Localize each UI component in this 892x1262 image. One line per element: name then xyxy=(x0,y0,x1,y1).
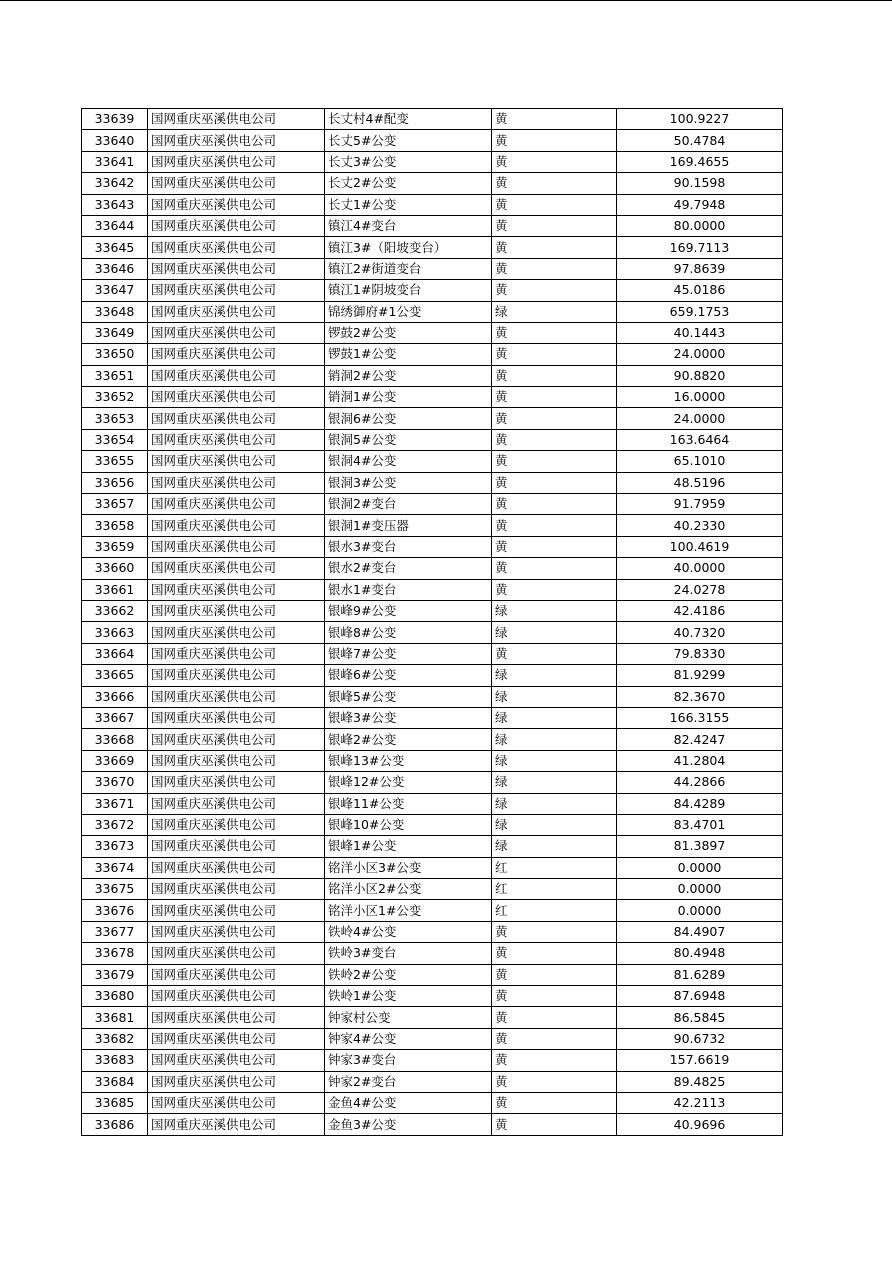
transformer-name-cell: 长丈1#公变 xyxy=(325,194,492,215)
transformer-name-cell: 锣鼓2#公变 xyxy=(325,322,492,343)
status-cell: 黄 xyxy=(492,1114,617,1135)
value-cell: 86.5845 xyxy=(617,1007,783,1028)
row-id-cell: 33667 xyxy=(82,707,148,728)
row-id-cell: 33671 xyxy=(82,793,148,814)
row-id-cell: 33661 xyxy=(82,579,148,600)
table-row xyxy=(82,280,783,301)
value-cell: 42.2113 xyxy=(617,1092,783,1113)
status-cell: 红 xyxy=(492,879,617,900)
row-id-cell: 33647 xyxy=(82,280,148,301)
table-row xyxy=(82,1007,783,1028)
transformer-name-cell: 银峰5#公变 xyxy=(325,686,492,707)
row-id-cell: 33652 xyxy=(82,387,148,408)
table-row xyxy=(82,600,783,621)
row-id-cell: 33640 xyxy=(82,130,148,151)
status-cell: 黄 xyxy=(492,280,617,301)
row-id-cell: 33685 xyxy=(82,1092,148,1113)
table-row xyxy=(82,943,783,964)
transformer-name-cell: 银峰8#公变 xyxy=(325,622,492,643)
transformer-name-cell: 钟家村公变 xyxy=(325,1007,492,1028)
status-cell: 绿 xyxy=(492,707,617,728)
company-cell: 国网重庆巫溪供电公司 xyxy=(148,536,325,557)
company-cell: 国网重庆巫溪供电公司 xyxy=(148,365,325,386)
row-id-cell: 33662 xyxy=(82,600,148,621)
row-id-cell: 33675 xyxy=(82,879,148,900)
table-row xyxy=(82,515,783,536)
table-row xyxy=(82,1114,783,1135)
value-cell: 166.3155 xyxy=(617,707,783,728)
transformer-name-cell: 镇江1#阴坡变台 xyxy=(325,280,492,301)
status-cell: 黄 xyxy=(492,1092,617,1113)
value-cell: 89.4825 xyxy=(617,1071,783,1092)
status-cell: 黄 xyxy=(492,429,617,450)
status-cell: 绿 xyxy=(492,301,617,322)
value-cell: 24.0000 xyxy=(617,344,783,365)
row-id-cell: 33663 xyxy=(82,622,148,643)
value-cell: 0.0000 xyxy=(617,879,783,900)
value-cell: 40.9696 xyxy=(617,1114,783,1135)
table-row xyxy=(82,109,783,130)
table-row xyxy=(82,814,783,835)
table-row xyxy=(82,130,783,151)
transformer-name-cell: 销洞1#公变 xyxy=(325,387,492,408)
value-cell: 16.0000 xyxy=(617,387,783,408)
status-cell: 黄 xyxy=(492,258,617,279)
table-row xyxy=(82,536,783,557)
company-cell: 国网重庆巫溪供电公司 xyxy=(148,921,325,942)
transformer-name-cell: 镇江2#街道变台 xyxy=(325,258,492,279)
value-cell: 41.2804 xyxy=(617,750,783,771)
status-cell: 黄 xyxy=(492,579,617,600)
status-cell: 绿 xyxy=(492,729,617,750)
table-row xyxy=(82,194,783,215)
row-id-cell: 33670 xyxy=(82,772,148,793)
table-row xyxy=(82,258,783,279)
status-cell: 黄 xyxy=(492,215,617,236)
row-id-cell: 33655 xyxy=(82,451,148,472)
transformer-name-cell: 银水2#变台 xyxy=(325,558,492,579)
table-row xyxy=(82,707,783,728)
transformer-name-cell: 银峰3#公变 xyxy=(325,707,492,728)
status-cell: 黄 xyxy=(492,472,617,493)
table-row xyxy=(82,921,783,942)
status-cell: 黄 xyxy=(492,494,617,515)
row-id-cell: 33681 xyxy=(82,1007,148,1028)
status-cell: 黄 xyxy=(492,151,617,172)
transformer-name-cell: 银峰13#公变 xyxy=(325,750,492,771)
status-cell: 绿 xyxy=(492,814,617,835)
status-cell: 绿 xyxy=(492,836,617,857)
table-row xyxy=(82,643,783,664)
table-row xyxy=(82,857,783,878)
transformer-name-cell: 铭洋小区3#公变 xyxy=(325,857,492,878)
row-id-cell: 33686 xyxy=(82,1114,148,1135)
company-cell: 国网重庆巫溪供电公司 xyxy=(148,600,325,621)
table-row xyxy=(82,622,783,643)
page-top-rule xyxy=(0,0,892,1)
transformer-name-cell: 银峰6#公变 xyxy=(325,665,492,686)
transformer-name-cell: 银水1#变台 xyxy=(325,579,492,600)
value-cell: 44.2866 xyxy=(617,772,783,793)
status-cell: 黄 xyxy=(492,237,617,258)
transformer-name-cell: 铭洋小区2#公变 xyxy=(325,879,492,900)
row-id-cell: 33664 xyxy=(82,643,148,664)
table-row xyxy=(82,879,783,900)
value-cell: 81.9299 xyxy=(617,665,783,686)
status-cell: 黄 xyxy=(492,365,617,386)
company-cell: 国网重庆巫溪供电公司 xyxy=(148,943,325,964)
row-id-cell: 33676 xyxy=(82,900,148,921)
status-cell: 黄 xyxy=(492,344,617,365)
transformer-name-cell: 银峰2#公变 xyxy=(325,729,492,750)
value-cell: 40.1443 xyxy=(617,322,783,343)
data-table xyxy=(81,108,783,1136)
value-cell: 48.5196 xyxy=(617,472,783,493)
status-cell: 绿 xyxy=(492,665,617,686)
status-cell: 绿 xyxy=(492,793,617,814)
status-cell: 黄 xyxy=(492,986,617,1007)
status-cell: 黄 xyxy=(492,1007,617,1028)
transformer-name-cell: 金鱼3#公变 xyxy=(325,1114,492,1135)
status-cell: 黄 xyxy=(492,515,617,536)
transformer-name-cell: 镇江3#（阳坡变台） xyxy=(325,237,492,258)
transformer-name-cell: 银洞3#公变 xyxy=(325,472,492,493)
transformer-name-cell: 银洞6#公变 xyxy=(325,408,492,429)
transformer-name-cell: 银水3#变台 xyxy=(325,536,492,557)
value-cell: 49.7948 xyxy=(617,194,783,215)
value-cell: 65.1010 xyxy=(617,451,783,472)
table-row xyxy=(82,793,783,814)
transformer-name-cell: 铁岭4#公变 xyxy=(325,921,492,942)
status-cell: 黄 xyxy=(492,943,617,964)
company-cell: 国网重庆巫溪供电公司 xyxy=(148,237,325,258)
transformer-name-cell: 金鱼4#公变 xyxy=(325,1092,492,1113)
transformer-name-cell: 长丈村4#配变 xyxy=(325,109,492,130)
company-cell: 国网重庆巫溪供电公司 xyxy=(148,643,325,664)
value-cell: 90.6732 xyxy=(617,1028,783,1049)
status-cell: 绿 xyxy=(492,772,617,793)
company-cell: 国网重庆巫溪供电公司 xyxy=(148,686,325,707)
company-cell: 国网重庆巫溪供电公司 xyxy=(148,194,325,215)
value-cell: 90.1598 xyxy=(617,173,783,194)
table-row xyxy=(82,1050,783,1071)
company-cell: 国网重庆巫溪供电公司 xyxy=(148,986,325,1007)
company-cell: 国网重庆巫溪供电公司 xyxy=(148,793,325,814)
row-id-cell: 33669 xyxy=(82,750,148,771)
row-id-cell: 33642 xyxy=(82,173,148,194)
row-id-cell: 33683 xyxy=(82,1050,148,1071)
row-id-cell: 33665 xyxy=(82,665,148,686)
company-cell: 国网重庆巫溪供电公司 xyxy=(148,494,325,515)
row-id-cell: 33673 xyxy=(82,836,148,857)
company-cell: 国网重庆巫溪供电公司 xyxy=(148,622,325,643)
table-row xyxy=(82,900,783,921)
value-cell: 80.4948 xyxy=(617,943,783,964)
value-cell: 100.4619 xyxy=(617,536,783,557)
table-row xyxy=(82,344,783,365)
row-id-cell: 33668 xyxy=(82,729,148,750)
status-cell: 黄 xyxy=(492,173,617,194)
row-id-cell: 33641 xyxy=(82,151,148,172)
company-cell: 国网重庆巫溪供电公司 xyxy=(148,772,325,793)
transformer-name-cell: 销洞2#公变 xyxy=(325,365,492,386)
company-cell: 国网重庆巫溪供电公司 xyxy=(148,1114,325,1135)
table-row xyxy=(82,1028,783,1049)
table-row xyxy=(82,173,783,194)
row-id-cell: 33656 xyxy=(82,472,148,493)
row-id-cell: 33684 xyxy=(82,1071,148,1092)
value-cell: 40.7320 xyxy=(617,622,783,643)
value-cell: 157.6619 xyxy=(617,1050,783,1071)
transformer-name-cell: 银峰10#公变 xyxy=(325,814,492,835)
company-cell: 国网重庆巫溪供电公司 xyxy=(148,814,325,835)
value-cell: 80.0000 xyxy=(617,215,783,236)
transformer-name-cell: 锦绣御府#1公变 xyxy=(325,301,492,322)
value-cell: 97.8639 xyxy=(617,258,783,279)
row-id-cell: 33679 xyxy=(82,964,148,985)
transformer-name-cell: 钟家3#变台 xyxy=(325,1050,492,1071)
transformer-name-cell: 银洞5#公变 xyxy=(325,429,492,450)
value-cell: 40.2330 xyxy=(617,515,783,536)
company-cell: 国网重庆巫溪供电公司 xyxy=(148,707,325,728)
company-cell: 国网重庆巫溪供电公司 xyxy=(148,215,325,236)
row-id-cell: 33658 xyxy=(82,515,148,536)
status-cell: 黄 xyxy=(492,408,617,429)
row-id-cell: 33677 xyxy=(82,921,148,942)
transformer-name-cell: 银峰9#公变 xyxy=(325,600,492,621)
transformer-name-cell: 银洞1#变压器 xyxy=(325,515,492,536)
row-id-cell: 33678 xyxy=(82,943,148,964)
table-row xyxy=(82,494,783,515)
value-cell: 42.4186 xyxy=(617,600,783,621)
transformer-name-cell: 钟家2#变台 xyxy=(325,1071,492,1092)
status-cell: 黄 xyxy=(492,536,617,557)
value-cell: 45.0186 xyxy=(617,280,783,301)
row-id-cell: 33650 xyxy=(82,344,148,365)
table-row xyxy=(82,1092,783,1113)
company-cell: 国网重庆巫溪供电公司 xyxy=(148,344,325,365)
company-cell: 国网重庆巫溪供电公司 xyxy=(148,558,325,579)
transformer-name-cell: 钟家4#公变 xyxy=(325,1028,492,1049)
value-cell: 81.3897 xyxy=(617,836,783,857)
table-row xyxy=(82,750,783,771)
table-row xyxy=(82,408,783,429)
row-id-cell: 33646 xyxy=(82,258,148,279)
transformer-name-cell: 银洞4#公变 xyxy=(325,451,492,472)
company-cell: 国网重庆巫溪供电公司 xyxy=(148,387,325,408)
value-cell: 659.1753 xyxy=(617,301,783,322)
row-id-cell: 33674 xyxy=(82,857,148,878)
table-row xyxy=(82,301,783,322)
company-cell: 国网重庆巫溪供电公司 xyxy=(148,258,325,279)
value-cell: 100.9227 xyxy=(617,109,783,130)
table-row xyxy=(82,836,783,857)
company-cell: 国网重庆巫溪供电公司 xyxy=(148,429,325,450)
value-cell: 169.4655 xyxy=(617,151,783,172)
company-cell: 国网重庆巫溪供电公司 xyxy=(148,280,325,301)
transformer-name-cell: 镇江4#变台 xyxy=(325,215,492,236)
value-cell: 87.6948 xyxy=(617,986,783,1007)
status-cell: 红 xyxy=(492,857,617,878)
status-cell: 黄 xyxy=(492,558,617,579)
company-cell: 国网重庆巫溪供电公司 xyxy=(148,857,325,878)
table-row xyxy=(82,237,783,258)
row-id-cell: 33643 xyxy=(82,194,148,215)
table-row xyxy=(82,964,783,985)
value-cell: 90.8820 xyxy=(617,365,783,386)
status-cell: 黄 xyxy=(492,1050,617,1071)
value-cell: 24.0000 xyxy=(617,408,783,429)
company-cell: 国网重庆巫溪供电公司 xyxy=(148,579,325,600)
company-cell: 国网重庆巫溪供电公司 xyxy=(148,900,325,921)
row-id-cell: 33666 xyxy=(82,686,148,707)
company-cell: 国网重庆巫溪供电公司 xyxy=(148,750,325,771)
company-cell: 国网重庆巫溪供电公司 xyxy=(148,964,325,985)
transformer-name-cell: 银峰12#公变 xyxy=(325,772,492,793)
company-cell: 国网重庆巫溪供电公司 xyxy=(148,451,325,472)
row-id-cell: 33651 xyxy=(82,365,148,386)
value-cell: 82.3670 xyxy=(617,686,783,707)
company-cell: 国网重庆巫溪供电公司 xyxy=(148,836,325,857)
table-body xyxy=(82,109,783,1136)
status-cell: 黄 xyxy=(492,194,617,215)
row-id-cell: 33649 xyxy=(82,322,148,343)
table-row xyxy=(82,322,783,343)
transformer-name-cell: 铁岭2#公变 xyxy=(325,964,492,985)
company-cell: 国网重庆巫溪供电公司 xyxy=(148,1007,325,1028)
status-cell: 黄 xyxy=(492,451,617,472)
table-row xyxy=(82,579,783,600)
transformer-name-cell: 银峰1#公变 xyxy=(325,836,492,857)
value-cell: 40.0000 xyxy=(617,558,783,579)
table-row xyxy=(82,686,783,707)
company-cell: 国网重庆巫溪供电公司 xyxy=(148,472,325,493)
transformer-name-cell: 长丈2#公变 xyxy=(325,173,492,194)
company-cell: 国网重庆巫溪供电公司 xyxy=(148,173,325,194)
value-cell: 50.4784 xyxy=(617,130,783,151)
table-row xyxy=(82,986,783,1007)
company-cell: 国网重庆巫溪供电公司 xyxy=(148,130,325,151)
company-cell: 国网重庆巫溪供电公司 xyxy=(148,665,325,686)
transformer-name-cell: 银洞2#变台 xyxy=(325,494,492,515)
company-cell: 国网重庆巫溪供电公司 xyxy=(148,1050,325,1071)
table-row xyxy=(82,365,783,386)
row-id-cell: 33648 xyxy=(82,301,148,322)
status-cell: 黄 xyxy=(492,322,617,343)
row-id-cell: 33660 xyxy=(82,558,148,579)
table-row xyxy=(82,215,783,236)
status-cell: 黄 xyxy=(492,921,617,942)
transformer-name-cell: 锣鼓1#公变 xyxy=(325,344,492,365)
status-cell: 绿 xyxy=(492,622,617,643)
row-id-cell: 33644 xyxy=(82,215,148,236)
status-cell: 绿 xyxy=(492,600,617,621)
value-cell: 0.0000 xyxy=(617,857,783,878)
company-cell: 国网重庆巫溪供电公司 xyxy=(148,1071,325,1092)
row-id-cell: 33657 xyxy=(82,494,148,515)
table-row xyxy=(82,558,783,579)
company-cell: 国网重庆巫溪供电公司 xyxy=(148,408,325,429)
value-cell: 0.0000 xyxy=(617,900,783,921)
value-cell: 83.4701 xyxy=(617,814,783,835)
table-row xyxy=(82,772,783,793)
status-cell: 绿 xyxy=(492,750,617,771)
table-row xyxy=(82,729,783,750)
table-row xyxy=(82,472,783,493)
value-cell: 82.4247 xyxy=(617,729,783,750)
status-cell: 黄 xyxy=(492,130,617,151)
status-cell: 黄 xyxy=(492,964,617,985)
row-id-cell: 33653 xyxy=(82,408,148,429)
status-cell: 黄 xyxy=(492,1071,617,1092)
row-id-cell: 33680 xyxy=(82,986,148,1007)
transformer-name-cell: 铭洋小区1#公变 xyxy=(325,900,492,921)
company-cell: 国网重庆巫溪供电公司 xyxy=(148,515,325,536)
transformer-name-cell: 铁岭1#公变 xyxy=(325,986,492,1007)
value-cell: 84.4907 xyxy=(617,921,783,942)
transformer-name-cell: 银峰7#公变 xyxy=(325,643,492,664)
company-cell: 国网重庆巫溪供电公司 xyxy=(148,151,325,172)
transformer-name-cell: 银峰11#公变 xyxy=(325,793,492,814)
company-cell: 国网重庆巫溪供电公司 xyxy=(148,879,325,900)
company-cell: 国网重庆巫溪供电公司 xyxy=(148,1092,325,1113)
value-cell: 163.6464 xyxy=(617,429,783,450)
value-cell: 79.8330 xyxy=(617,643,783,664)
value-cell: 84.4289 xyxy=(617,793,783,814)
row-id-cell: 33645 xyxy=(82,237,148,258)
table-row xyxy=(82,387,783,408)
status-cell: 红 xyxy=(492,900,617,921)
table-row xyxy=(82,429,783,450)
transformer-name-cell: 长丈5#公变 xyxy=(325,130,492,151)
company-cell: 国网重庆巫溪供电公司 xyxy=(148,301,325,322)
row-id-cell: 33682 xyxy=(82,1028,148,1049)
status-cell: 黄 xyxy=(492,109,617,130)
company-cell: 国网重庆巫溪供电公司 xyxy=(148,1028,325,1049)
row-id-cell: 33654 xyxy=(82,429,148,450)
table-row xyxy=(82,451,783,472)
company-cell: 国网重庆巫溪供电公司 xyxy=(148,322,325,343)
row-id-cell: 33639 xyxy=(82,109,148,130)
value-cell: 91.7959 xyxy=(617,494,783,515)
status-cell: 黄 xyxy=(492,387,617,408)
status-cell: 黄 xyxy=(492,643,617,664)
transformer-name-cell: 长丈3#公变 xyxy=(325,151,492,172)
value-cell: 81.6289 xyxy=(617,964,783,985)
status-cell: 黄 xyxy=(492,1028,617,1049)
value-cell: 24.0278 xyxy=(617,579,783,600)
table-row xyxy=(82,1071,783,1092)
row-id-cell: 33659 xyxy=(82,536,148,557)
table-row xyxy=(82,665,783,686)
value-cell: 169.7113 xyxy=(617,237,783,258)
company-cell: 国网重庆巫溪供电公司 xyxy=(148,109,325,130)
company-cell: 国网重庆巫溪供电公司 xyxy=(148,729,325,750)
row-id-cell: 33672 xyxy=(82,814,148,835)
status-cell: 绿 xyxy=(492,686,617,707)
table-row xyxy=(82,151,783,172)
transformer-name-cell: 铁岭3#变台 xyxy=(325,943,492,964)
